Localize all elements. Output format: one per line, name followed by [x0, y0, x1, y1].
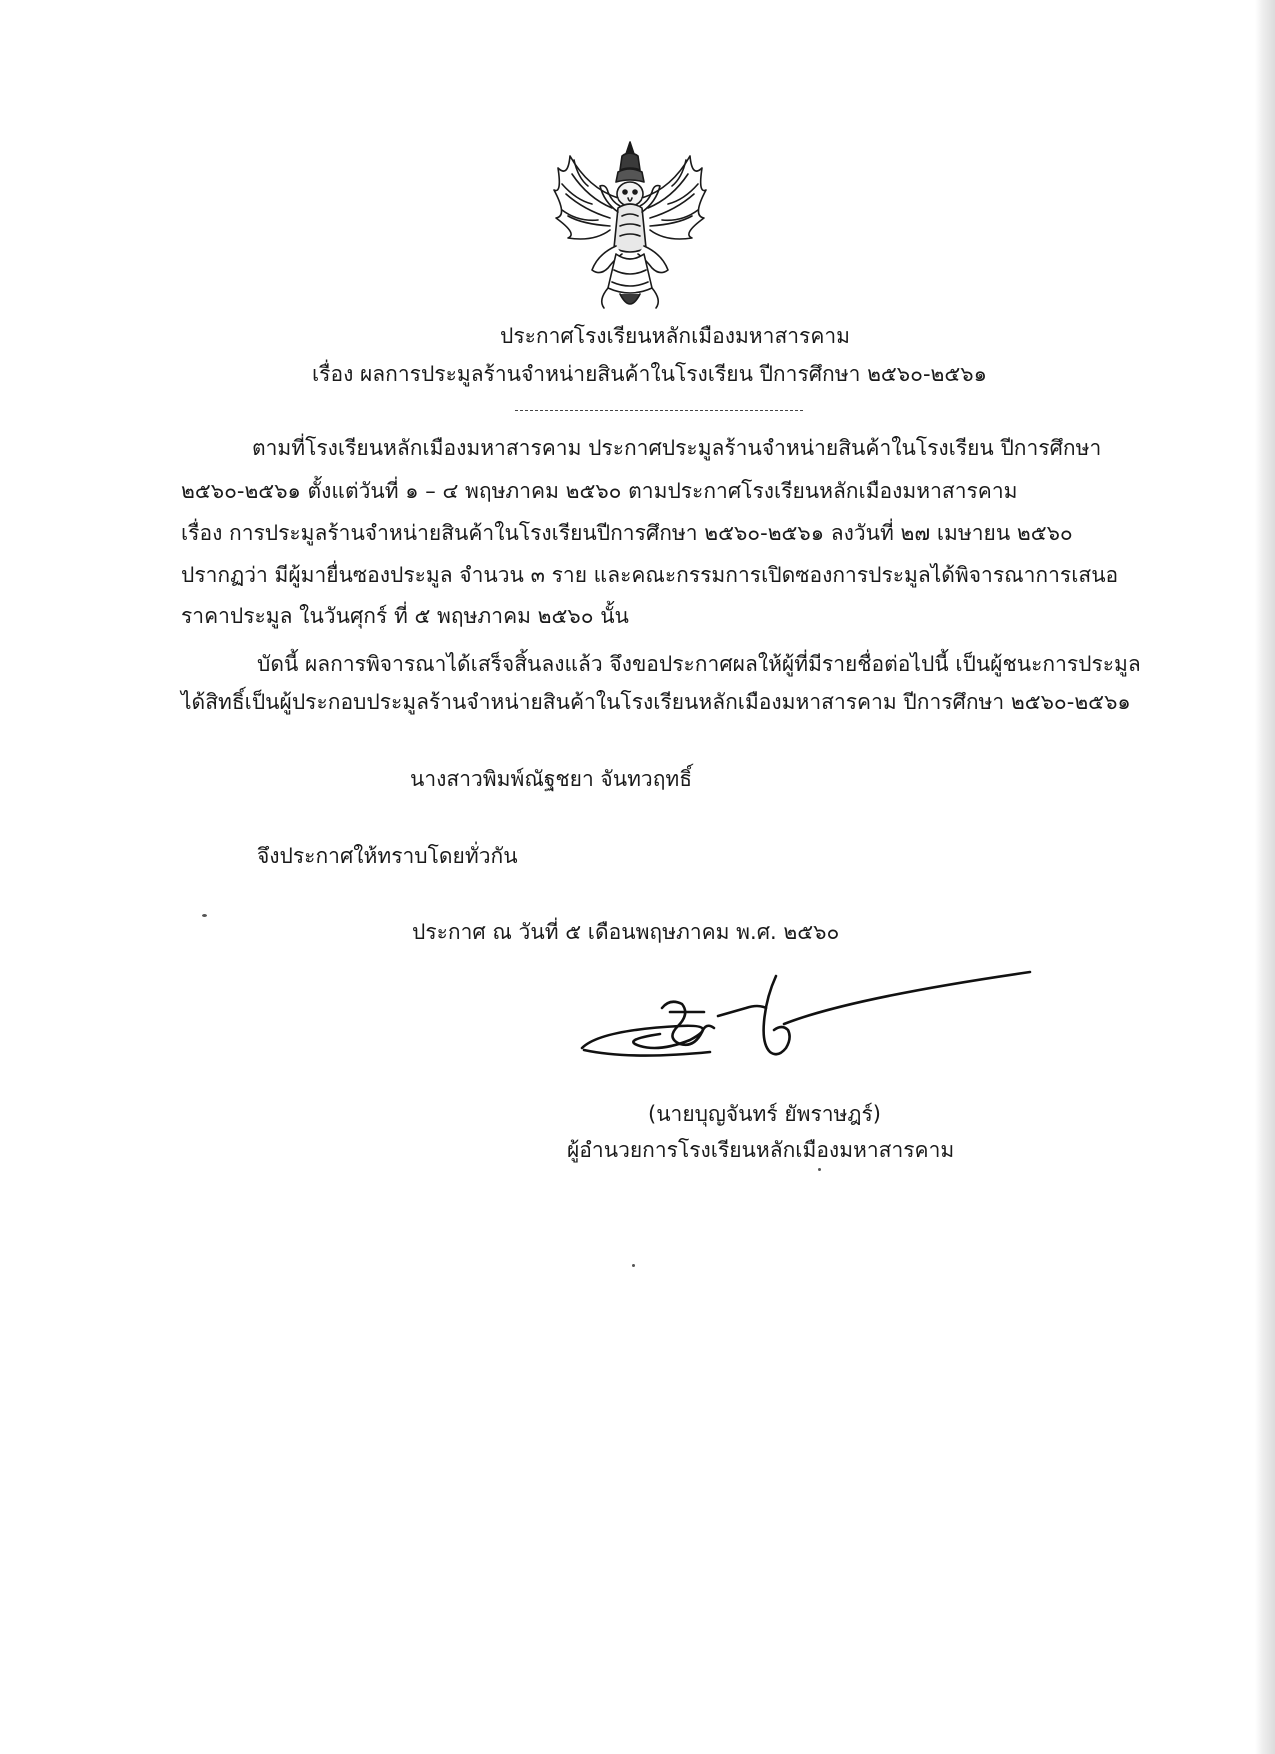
divider — [515, 410, 803, 411]
paragraph1-line: ๒๕๖๐-๒๕๖๑ ตั้งแต่วันที่ ๑ – ๔ พฤษภาคม ๒๕๖๐ ตามประกาศโรงเรียนหลักเมืองมหาสารคาม — [181, 479, 1018, 503]
garuda-emblem-icon — [548, 138, 712, 316]
paragraph1-line: ปรากฏว่า มีผู้มายื่นซองประมูล จำนวน ๓ ราย และคณะกรรมการเปิดซองการประมูลได้พิจารณาการเสนอ — [181, 563, 1119, 587]
paragraph2-line: บัดนี้ ผลการพิจารณาได้เสร็จสิ้นลงแล้ว จึงขอประกาศผลให้ผู้ที่มีรายชื่อต่อไปนี้ เป็นผู้ชนะการประมูล — [257, 652, 1141, 676]
paragraph1-line: เรื่อง การประมูลร้านจำหน่ายสินค้าในโรงเรียนปีการศึกษา ๒๕๖๐-๒๕๖๑ ลงวันที่ ๒๗ เมษายน ๒๕๖๐ — [181, 521, 1073, 545]
scan-edge-shadow — [1255, 0, 1275, 1754]
signer-position: ผู้อำนวยการโรงเรียนหลักเมืองมหาสารคาม — [567, 1138, 955, 1162]
announcement-subject: เรื่อง ผลการประมูลร้านจำหน่ายสินค้าในโรงเรียน ปีการศึกษา ๒๕๖๐-๒๕๖๑ — [312, 362, 987, 386]
handwritten-signature-icon — [570, 968, 1040, 1078]
scan-speck — [632, 1264, 635, 1267]
scan-speck — [818, 1168, 821, 1171]
winner-name: นางสาวพิมพ์ณัฐชยา จันทวฤทธิ์ — [410, 767, 693, 791]
signer-name: (นายบุญจันทร์ ยัพราษฎร์) — [648, 1102, 881, 1126]
announcement-date: ประกาศ ณ วันที่ ๕ เดือนพฤษภาคม พ.ศ. ๒๕๖๐ — [412, 920, 840, 944]
closing-statement: จึงประกาศให้ทราบโดยทั่วกัน — [257, 844, 518, 868]
scan-speck — [202, 914, 207, 917]
paragraph1-line: ตามที่โรงเรียนหลักเมืองมหาสารคาม ประกาศประมูลร้านจำหน่ายสินค้าในโรงเรียน ปีการศึกษา — [252, 436, 1102, 460]
announcement-title: ประกาศโรงเรียนหลักเมืองมหาสารคาม — [500, 324, 851, 348]
paragraph2-line: ได้สิทธิ์เป็นผู้ประกอบประมูลร้านจำหน่ายสินค้าในโรงเรียนหลักเมืองมหาสารคาม ปีการศึกษา ๒๕๖๐-๒๕๖๑ — [181, 690, 1131, 714]
paragraph1-line: ราคาประมูล ในวันศุกร์ ที่ ๕ พฤษภาคม ๒๕๖๐ นั้น — [181, 604, 629, 628]
